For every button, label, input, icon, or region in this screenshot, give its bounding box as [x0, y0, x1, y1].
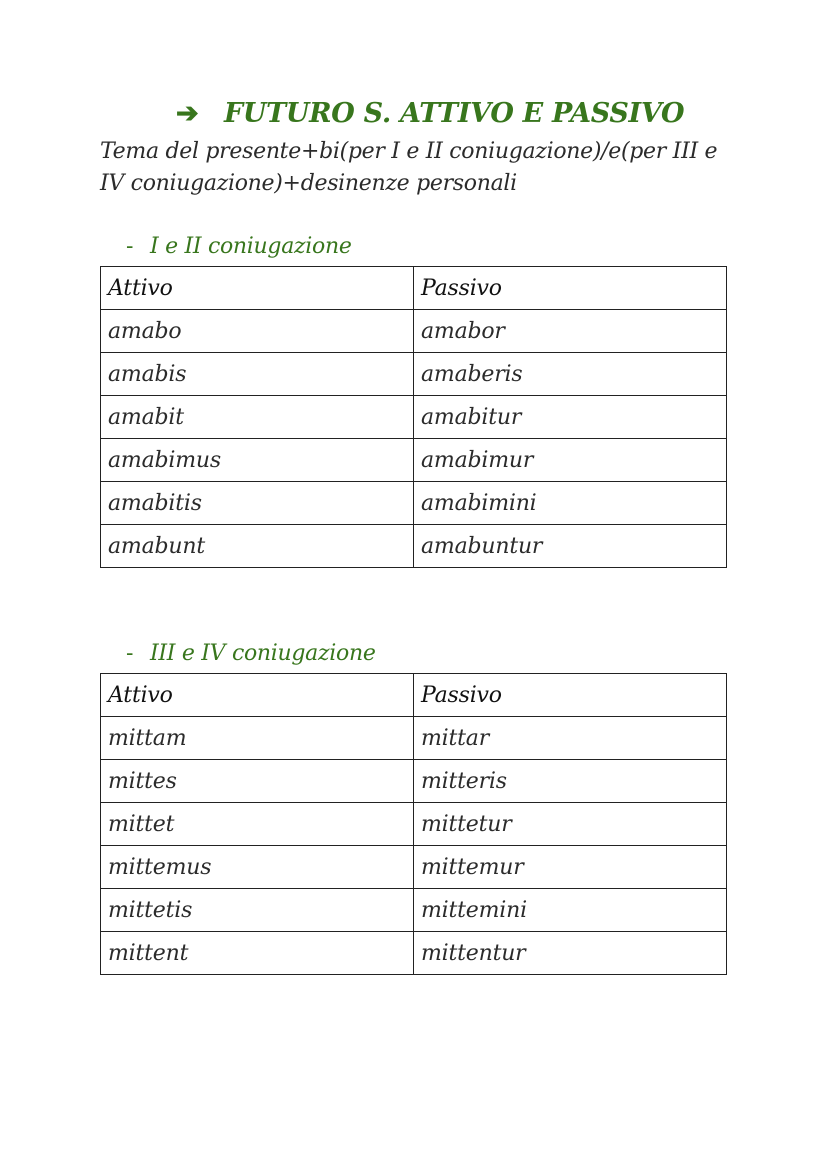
cell-attivo: amabo [101, 310, 414, 353]
cell-attivo: mittent [101, 932, 414, 975]
cell-attivo: mittet [101, 803, 414, 846]
cell-passivo: mittemini [414, 889, 727, 932]
table-row [101, 353, 727, 396]
cell-passivo: mittar [414, 717, 727, 760]
bullet-dash: - [126, 234, 134, 259]
cell-passivo: mittentur [414, 932, 727, 975]
page-title [176, 98, 684, 129]
section-title-text: I e II coniugazione [150, 234, 352, 259]
arrow-right-icon: ➔ [176, 98, 199, 129]
cell-attivo: mittetis [101, 889, 414, 932]
column-header-attivo: Attivo [101, 267, 414, 310]
table-row [101, 760, 727, 803]
column-header-passivo: Passivo [414, 674, 727, 717]
conjugation-table-2 [100, 673, 727, 975]
table-row [101, 482, 727, 525]
table-row [101, 525, 727, 568]
cell-attivo: amabit [101, 396, 414, 439]
cell-passivo: mittetur [414, 803, 727, 846]
cell-passivo: mitteris [414, 760, 727, 803]
table-row [101, 439, 727, 482]
cell-passivo: mittemur [414, 846, 727, 889]
cell-attivo: amabimus [101, 439, 414, 482]
section-title-text: III e IV coniugazione [150, 641, 376, 666]
bullet-dash: - [126, 641, 134, 666]
table-row [101, 717, 727, 760]
cell-attivo: mittemus [101, 846, 414, 889]
column-header-attivo: Attivo [101, 674, 414, 717]
cell-passivo: amabor [414, 310, 727, 353]
cell-attivo: amabunt [101, 525, 414, 568]
table-row [101, 310, 727, 353]
table-header-row [101, 267, 727, 310]
column-header-passivo: Passivo [414, 267, 727, 310]
cell-attivo: mittes [101, 760, 414, 803]
cell-passivo: amaberis [414, 353, 727, 396]
cell-attivo: mittam [101, 717, 414, 760]
cell-passivo: amabimur [414, 439, 727, 482]
conjugation-table-1 [100, 266, 727, 568]
cell-passivo: amabimini [414, 482, 727, 525]
page-title-text: FUTURO S. ATTIVO E PASSIVO [224, 98, 685, 129]
intro-paragraph: Tema del presente+bi(per I e II coniugazione)/e(per III e IV coniugazione)+desinenze personali [100, 139, 718, 196]
section-title-1 [126, 234, 352, 259]
cell-attivo: amabitis [101, 482, 414, 525]
cell-passivo: amabitur [414, 396, 727, 439]
cell-passivo: amabuntur [414, 525, 727, 568]
table-row [101, 932, 727, 975]
table-row [101, 803, 727, 846]
table-row [101, 846, 727, 889]
section-title-2 [126, 641, 376, 666]
table-row [101, 889, 727, 932]
table-row [101, 396, 727, 439]
cell-attivo: amabis [101, 353, 414, 396]
table-header-row [101, 674, 727, 717]
